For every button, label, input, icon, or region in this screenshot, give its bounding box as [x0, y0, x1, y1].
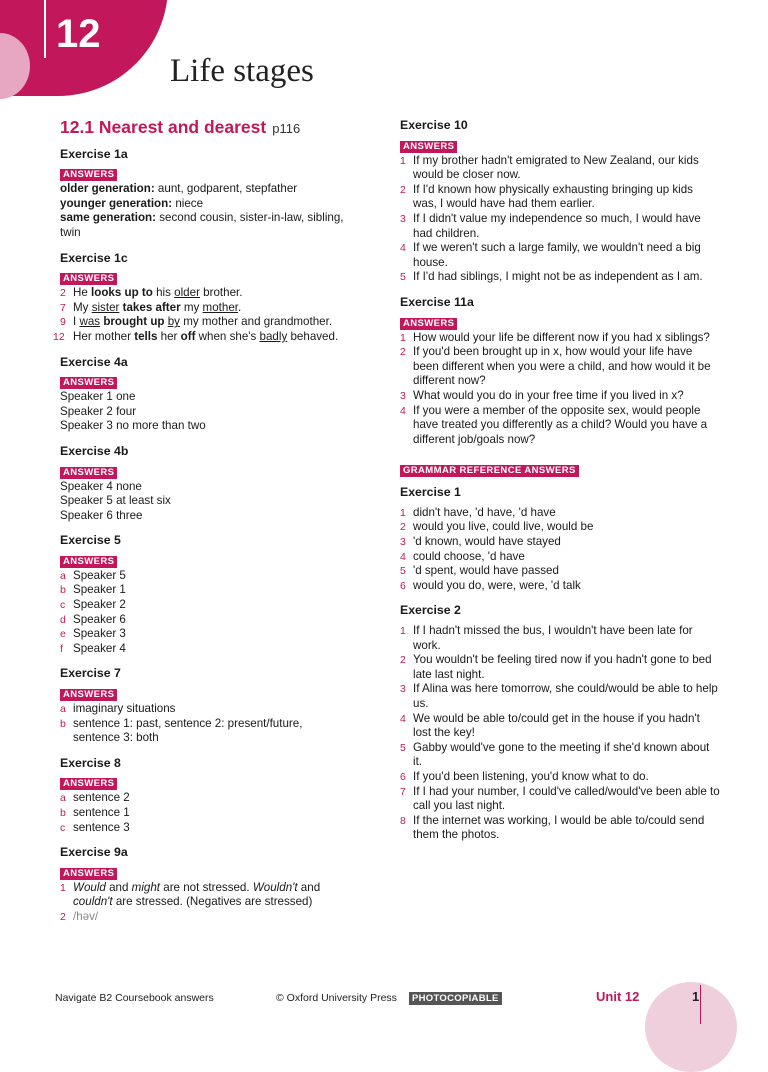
list-item: 1 Would and might are not stressed. Wouldn't and couldn't are stressed. (Negatives are stressed) [60, 880, 321, 909]
list-item: 9 I was brought up by my mother and grandmother. [60, 315, 333, 329]
list-item: 5 If I'd had siblings, I might not be as independent as I am. [400, 270, 703, 284]
list-item: a sentence 2 [60, 791, 130, 805]
answer-line: Speaker 3 no more than two [60, 419, 206, 433]
list-item: f Speaker 4 [60, 641, 126, 655]
page-number-bubble [645, 982, 737, 1072]
footer-copyright: © Oxford University Press [276, 992, 397, 1004]
unit-number: 12 [56, 12, 101, 56]
list-item: 2 He looks up to his older brother. [60, 286, 243, 300]
list-item: 2 You wouldn't be feeling tired now if you hadn't gone to bed late last night. [400, 653, 712, 681]
list-item: e Speaker 3 [60, 627, 126, 641]
answers-badge: ANSWERS [400, 141, 457, 153]
answer-line: Speaker 5 at least six [60, 494, 171, 508]
section-title: 12.1 Nearest and dearest [60, 117, 267, 137]
exercise-5-title: Exercise 5 [60, 533, 121, 548]
exercise-9a-title: Exercise 9a [60, 845, 128, 860]
left-column [53, 117, 360, 925]
answers-badge: ANSWERS [60, 273, 117, 285]
page-number: 1 [692, 989, 700, 1004]
list-item: 6 If you'd been listening, you'd know what to do. [400, 769, 649, 783]
list-item: b sentence 1 [60, 806, 130, 819]
answer-line: Speaker 4 none [60, 479, 142, 493]
list-item: 3 If I didn't value my independence so much, I would have had children. [400, 211, 701, 240]
right-column [400, 118, 720, 843]
exercise-4b-title: Exercise 4b [60, 443, 129, 458]
exercise-1c-title: Exercise 1c [60, 250, 128, 265]
grammar-reference-badge: GRAMMAR REFERENCE ANSWERS [400, 465, 579, 477]
list-item: b sentence 1: past, sentence 2: present/future, sentence 3: both [60, 716, 303, 745]
answers-badge: ANSWERS [60, 169, 117, 181]
answers-badge: ANSWERS [60, 377, 117, 389]
exercise-7-title: Exercise 7 [60, 666, 121, 681]
list-item: c Speaker 2 [60, 598, 126, 612]
list-item: 2 If I'd known how physically exhausting bringing up kids was, I would have had them earlier. [400, 182, 693, 211]
list-item: 3 'd known, would have stayed [400, 535, 561, 549]
list-item: 1 didn't have, 'd have, 'd have [400, 505, 556, 519]
answers-badge: ANSWERS [60, 556, 117, 568]
unit-divider [44, 0, 46, 58]
photocopiable-badge: PHOTOCOPIABLE [409, 992, 502, 1005]
grammar-exercise-2-title: Exercise 2 [400, 603, 461, 618]
list-item: d Speaker 6 [60, 612, 126, 626]
answer-line: Speaker 6 three [60, 508, 143, 522]
list-item: 2 would you live, could live, would be [400, 520, 594, 534]
answer-line: older generation: aunt, godparent, stepfather [60, 182, 298, 196]
exercise-11a-title: Exercise 11a [400, 294, 474, 309]
grammar-exercise-1-title: Exercise 1 [400, 485, 461, 500]
list-item: a imaginary situations [60, 702, 176, 716]
answers-badge: ANSWERS [60, 778, 117, 790]
answer-line: Speaker 1 one [60, 390, 136, 404]
footer-divider [700, 985, 701, 1024]
list-item: 4 If you were a member of the opposite sex, would people have treated you differently as a child? Would you have a different job/goals now? [400, 403, 708, 446]
list-item: 1 If I hadn't missed the bus, I wouldn't have been late for work. [400, 624, 693, 652]
answer-line: younger generation: niece [60, 196, 204, 210]
list-item: 2 If you'd been brought up in x, how would your life have been different when you were a child, and how would it be different now? [400, 345, 711, 388]
exercise-4a-title: Exercise 4a [60, 354, 128, 369]
list-item: 1 If my brother hadn't emigrated to New Zealand, our kids would be closer now. [400, 153, 699, 182]
list-item: 5 Gabby would've gone to the meeting if she'd known about it. [400, 740, 710, 769]
page-title: Life stages [170, 53, 314, 89]
answers-badge: ANSWERS [60, 467, 117, 479]
list-item: 3 What would you do in your free time if you lived in x? [400, 388, 684, 402]
list-item: b Speaker 1 [60, 583, 126, 597]
list-item: 1 How would your life be different now if you had x siblings? [400, 330, 710, 344]
answers-badge: ANSWERS [60, 868, 117, 880]
list-item: a Speaker 5 [60, 568, 126, 582]
section-page-ref: p116 [272, 121, 301, 136]
list-item: 12 Her mother tells her off when she's badly behaved. [53, 329, 339, 343]
answers-badge: ANSWERS [400, 318, 457, 330]
list-item: 2 /həv/ [60, 909, 99, 923]
list-item: 5 'd spent, would have passed [400, 564, 559, 578]
exercise-8-title: Exercise 8 [60, 755, 121, 770]
list-item: 7 If I had your number, I could've called/would've been able to call you last night. [400, 784, 720, 813]
list-item: 4 We would be able to/could get in the house if you hadn't lost the key! [400, 711, 700, 740]
answer-line: same generation: second cousin, sister-in-law, sibling, twin [60, 211, 344, 239]
list-item: 8 If the internet was working, I would be able to/could send them the photos. [400, 813, 705, 842]
list-item: c sentence 3 [60, 820, 130, 834]
exercise-1a-title: Exercise 1a [60, 146, 128, 161]
exercise-10-title: Exercise 10 [400, 118, 468, 132]
footer-course-title: Navigate B2 Coursebook answers [55, 992, 214, 1004]
answers-badge: ANSWERS [60, 689, 117, 701]
list-item: 3 If Alina was here tomorrow, she could/would be able to help us. [400, 682, 718, 710]
answer-line: Speaker 2 four [60, 404, 137, 418]
list-item: 6 would you do, were, were, 'd talk [400, 578, 581, 592]
list-item: 4 If we weren't such a large family, we wouldn't need a big house. [400, 241, 701, 269]
section-heading [60, 117, 360, 137]
list-item: 7 My sister takes after my mother. [60, 300, 242, 314]
list-item: 4 could choose, 'd have [400, 549, 525, 563]
footer-unit-label: Unit 12 [596, 989, 640, 1004]
